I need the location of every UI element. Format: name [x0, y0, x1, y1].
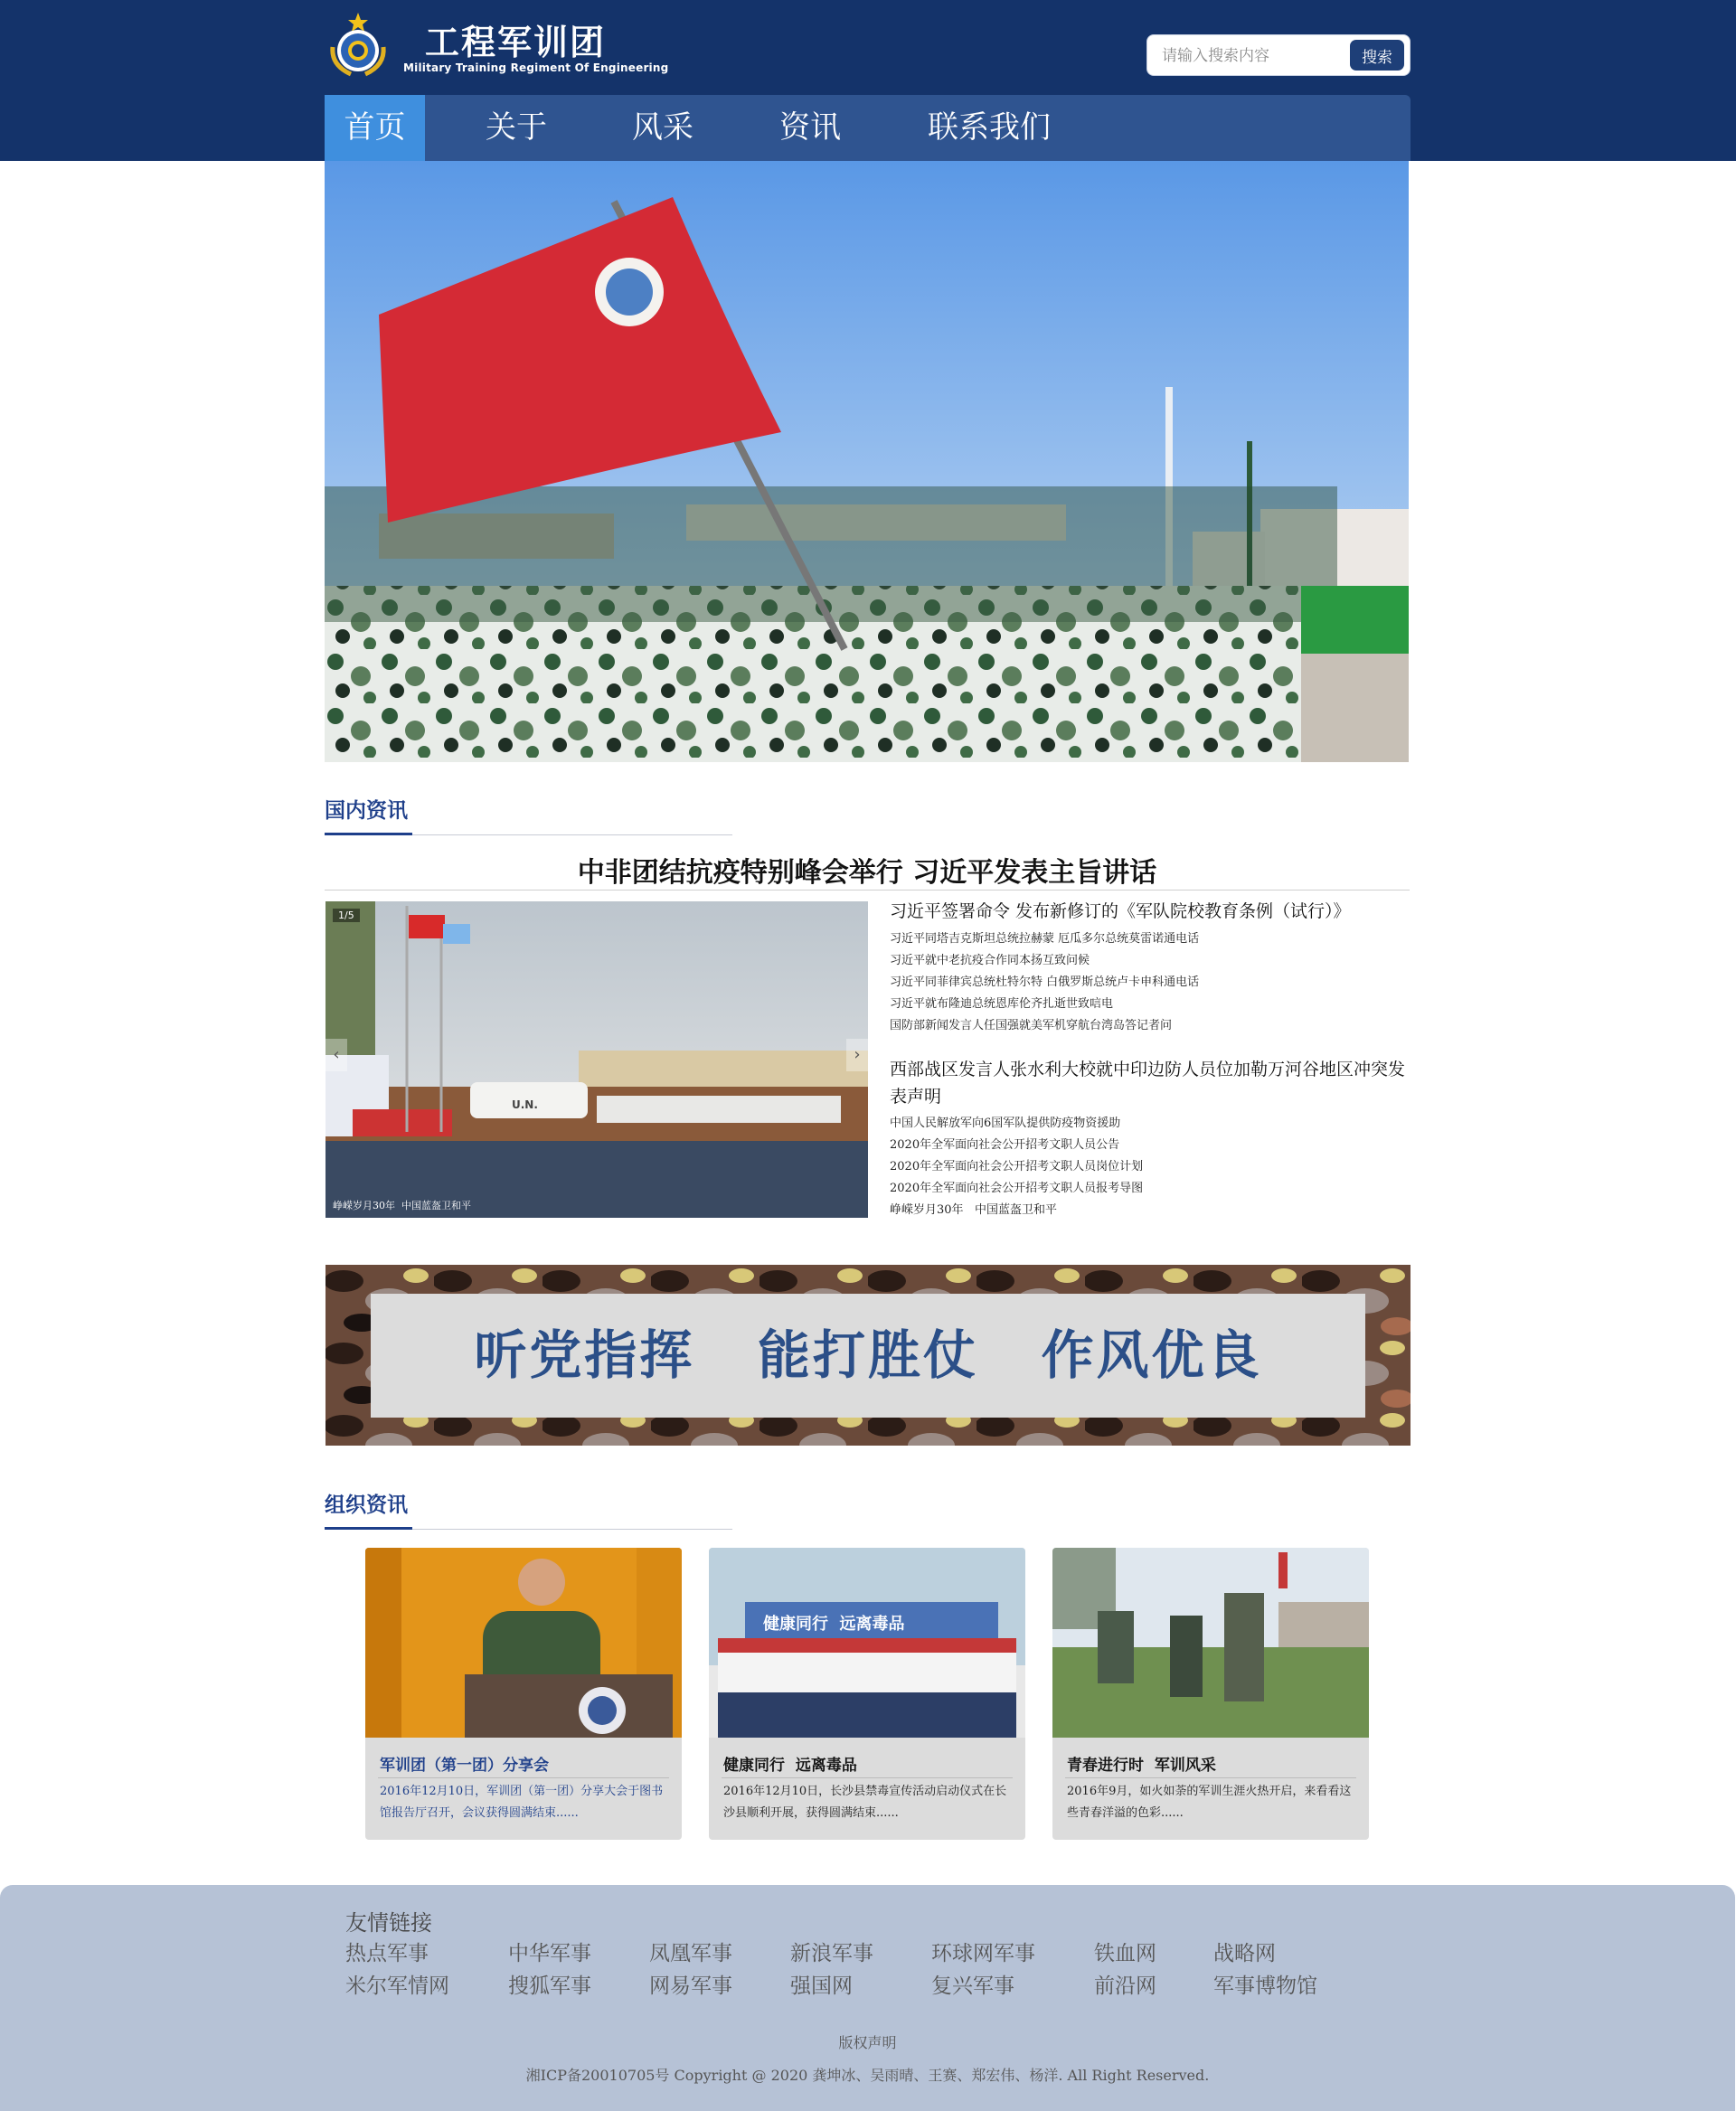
org-section-title: 组织资讯 [325, 1494, 408, 1517]
copyright-text: 湘ICP备20010705号 Copyright @ 2020 龚坤冰、吴雨晴、王赛、郑宏伟、杨洋. All Right Reserved. [525, 2067, 1210, 2084]
slider-next-icon[interactable]: › [846, 1039, 868, 1071]
card-divider [378, 1777, 669, 1778]
slide-counter: 1/5 [333, 909, 360, 922]
slider-image [326, 901, 868, 1218]
news-group2-title[interactable]: 西部战区发言人张水利大校就中印边防人员位加勒万河谷地区冲突发表声明 [890, 1060, 1406, 1107]
friend-link[interactable]: 战略网 [1213, 1942, 1276, 1965]
main-nav [325, 95, 1410, 161]
card-image [709, 1548, 1025, 1738]
friend-link[interactable]: 铁血网 [1094, 1942, 1156, 1965]
news-item[interactable]: 2020年全军面向社会公开招考文职人员公告 [890, 1138, 1120, 1152]
card-divider [722, 1777, 1013, 1778]
search-button[interactable]: 搜索 [1350, 40, 1404, 71]
slogan-banner [326, 1265, 1410, 1446]
friend-link[interactable]: 复兴军事 [931, 1974, 1014, 1998]
news-item[interactable]: 习近平就中老抗疫合作同本扬互致问候 [890, 954, 1090, 967]
section-underline [325, 833, 412, 835]
regiment-emblem-icon[interactable] [324, 11, 392, 80]
friend-link[interactable]: 网易军事 [649, 1974, 732, 1998]
friend-link[interactable]: 新浪军事 [790, 1942, 873, 1965]
friend-link[interactable]: 凤凰军事 [649, 1942, 732, 1965]
friend-link[interactable]: 军事博物馆 [1213, 1974, 1317, 1998]
friend-link[interactable]: 强国网 [790, 1974, 853, 1998]
card-image [1052, 1548, 1369, 1738]
news-slider[interactable] [326, 901, 868, 1218]
card-description: 2016年9月，如火如荼的军训生涯火热开启，来看看这些青春洋溢的色彩...... [1067, 1785, 1352, 1820]
card-title: 军训团（第一团）分享会 [380, 1757, 549, 1775]
friend-links-title: 友情链接 [345, 1910, 432, 1936]
friend-link[interactable]: 热点军事 [345, 1942, 429, 1965]
news-item[interactable]: 习近平就布隆迪总统恩库伦齐扎逝世致唁电 [890, 997, 1114, 1011]
friend-link[interactable]: 中华军事 [508, 1942, 591, 1965]
headline[interactable]: 中非团结抗疫特别峰会举行 习近平发表主旨讲话 [577, 857, 1157, 889]
nav-item-style[interactable]: 风采 [632, 109, 693, 146]
card-description: 2016年12月10日，军训团（第一团）分享大会于图书馆报告厅召开，会议获得圆满结束...... [380, 1785, 664, 1820]
site-title: 工程军训团 [425, 23, 607, 62]
news-item[interactable]: 2020年全军面向社会公开招考文职人员岗位计划 [890, 1160, 1144, 1173]
domestic-section-title: 国内资讯 [325, 799, 408, 823]
hero-image [325, 161, 1409, 762]
header-bar [0, 0, 1736, 161]
friend-link[interactable]: 前沿网 [1094, 1974, 1156, 1998]
nav-item-contact[interactable]: 联系我们 [928, 109, 1051, 146]
news-item[interactable]: 习近平同菲律宾总统杜特尔特 白俄罗斯总统卢卡申科通电话 [890, 975, 1200, 989]
org-card[interactable] [365, 1548, 682, 1840]
nav-item-news[interactable]: 资讯 [779, 109, 841, 146]
slider-caption: 峥嵘岁月30年 中国蓝盔卫和平 [333, 1200, 471, 1211]
friend-link[interactable]: 米尔军情网 [345, 1974, 449, 1998]
section-rule [412, 1529, 732, 1530]
footer [0, 1885, 1735, 2111]
news-item[interactable]: 中国人民解放军向6国军队提供防疫物资援助 [890, 1117, 1121, 1130]
slogan-text: 听党指挥 能打胜仗 作风优良 [474, 1324, 1262, 1386]
nav-item-home[interactable]: 首页 [325, 95, 425, 161]
search-input[interactable] [1162, 45, 1343, 67]
site-subtitle: Military Training Regiment Of Engineering [403, 61, 669, 74]
headline-divider [325, 890, 1410, 891]
friend-link[interactable]: 搜狐军事 [508, 1974, 591, 1998]
card-banner-text: 健康同行 远离毒品 [763, 1615, 905, 1634]
nav-item-about[interactable]: 关于 [486, 109, 547, 146]
card-image [365, 1548, 682, 1738]
search-box [1146, 34, 1410, 76]
news-item[interactable]: 峥嵘岁月30年 中国蓝盔卫和平 [890, 1203, 1057, 1217]
org-card[interactable] [1052, 1548, 1369, 1840]
vehicle-marking: U.N. [512, 1098, 538, 1111]
news-item[interactable]: 2020年全军面向社会公开招考文职人员报考导图 [890, 1182, 1144, 1195]
news-item[interactable]: 习近平同塔吉克斯坦总统拉赫蒙 厄瓜多尔总统莫雷诺通电话 [890, 932, 1200, 946]
section-rule [412, 834, 732, 835]
card-title: 健康同行 远离毒品 [723, 1757, 857, 1775]
copyright-heading[interactable]: 版权声明 [838, 2034, 897, 2051]
friend-link[interactable]: 环球网军事 [931, 1942, 1035, 1965]
card-description: 2016年12月10日，长沙县禁毒宣传活动启动仪式在长沙县顺利开展，获得圆满结束...... [723, 1785, 1007, 1820]
card-title: 青春进行时 军训风采 [1067, 1757, 1216, 1775]
slider-prev-icon[interactable]: ‹ [326, 1039, 347, 1071]
news-group1-title[interactable]: 习近平签署命令 发布新修订的《军队院校教育条例（试行）》 [890, 901, 1351, 921]
section-underline [325, 1527, 412, 1530]
card-divider [1065, 1777, 1356, 1778]
slogan-panel [371, 1294, 1365, 1418]
org-card[interactable] [709, 1548, 1025, 1840]
news-item[interactable]: 国防部新闻发言人任国强就美军机穿航台湾岛答记者问 [890, 1019, 1173, 1032]
